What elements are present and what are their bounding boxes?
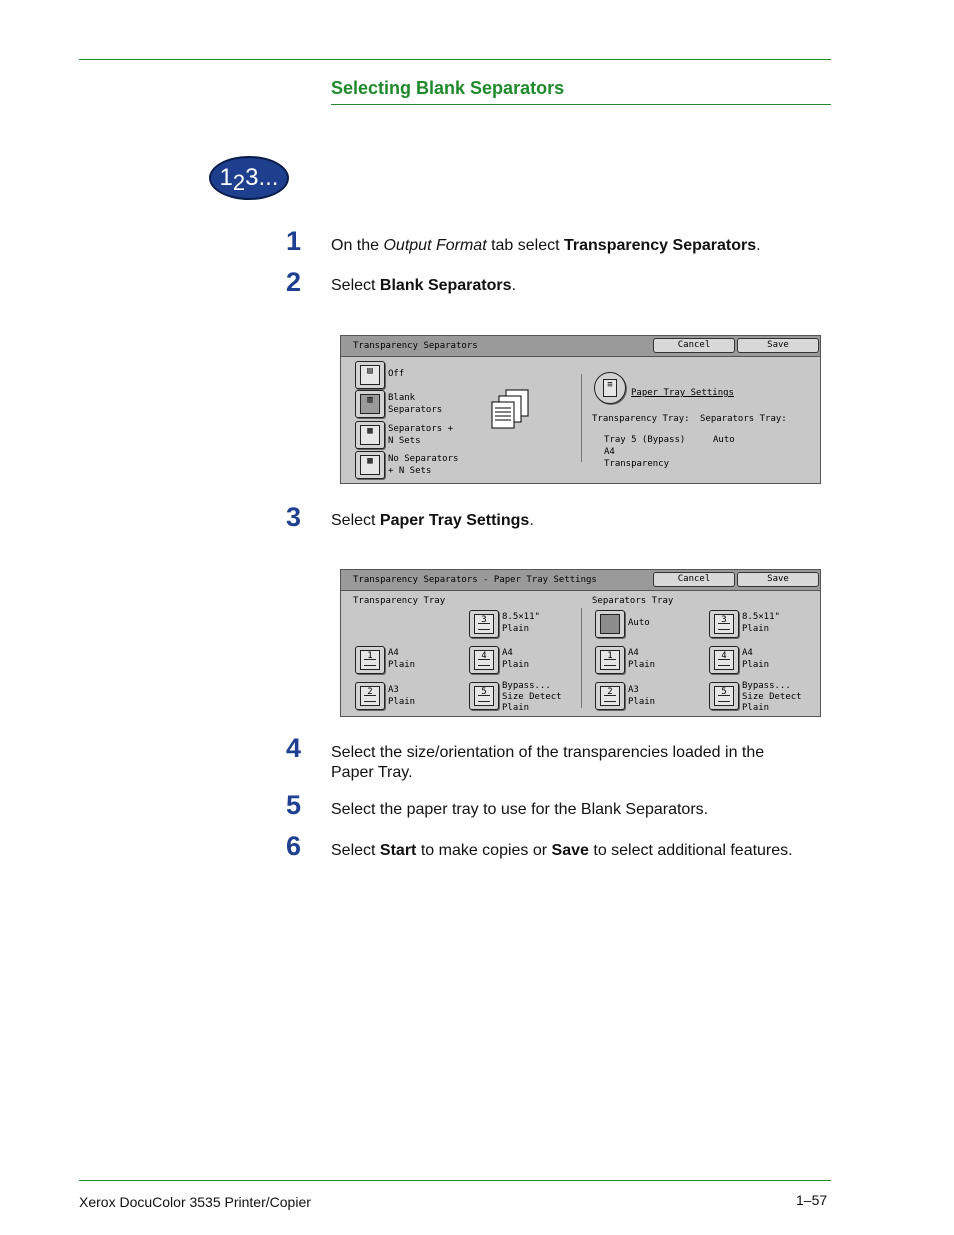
tray-number: 1: [607, 651, 613, 661]
bypass-tray-icon: [714, 686, 734, 706]
auto-icon: [600, 614, 620, 634]
tray-4-icon: [474, 650, 494, 670]
screen-header: [341, 336, 820, 357]
paper-tray-settings-label[interactable]: Paper Tray Settings: [631, 388, 734, 398]
auto-label: Auto: [628, 618, 650, 628]
step-text: [331, 236, 831, 256]
step-text-bold: Save: [551, 842, 589, 859]
blank-separators-label-line1: Blank: [388, 393, 416, 403]
tray-1-size: A4: [388, 648, 399, 658]
screen-title: Transparency Separators: [353, 341, 478, 351]
tray-2-icon: [360, 686, 380, 706]
tray-number: 2: [367, 687, 373, 697]
separators-tray-label: Separators Tray:: [700, 414, 787, 424]
step-text-bold: Blank Separators: [379, 277, 512, 294]
tray-3-icon: [474, 614, 494, 634]
tray-lines: [718, 623, 730, 630]
screen-title: Transparency Separators - Paper Tray Settings: [353, 575, 597, 585]
separators-tray-4-button[interactable]: [709, 646, 739, 674]
step-text-bold: Start: [379, 842, 417, 859]
transparency-tray-4-button[interactable]: [469, 646, 499, 674]
off-label: Off: [388, 369, 405, 379]
transparency-tray-value: Tray 5 (Bypass): [604, 435, 686, 445]
sets-icon: ▦: [360, 455, 380, 475]
tray-1-size: A4: [628, 648, 639, 658]
tray-lines: [364, 659, 376, 666]
separators-tray-5-button[interactable]: [709, 682, 739, 710]
tray-5-line1: Bypass...: [502, 681, 551, 691]
save-button[interactable]: Save: [737, 338, 819, 353]
badge-digit-3: 3...: [245, 164, 279, 191]
step-text-italic: Output Format: [383, 237, 487, 254]
steps-badge-icon: [209, 156, 289, 200]
step-text-bold: Paper Tray Settings: [379, 512, 530, 529]
top-rule: [79, 59, 831, 60]
step-text-part: to select additional features.: [588, 842, 793, 859]
step-number: 5: [286, 790, 302, 820]
step-text-part: .: [756, 237, 761, 254]
no-separators-label-line2: + N Sets: [388, 466, 432, 476]
paper-tray-settings-button[interactable]: [594, 372, 626, 404]
divider: [581, 374, 582, 462]
tray-lines: [478, 623, 490, 630]
divider: [581, 608, 582, 708]
separators-stack-icon: [486, 388, 534, 430]
footer-page-number: 1–57: [796, 1192, 828, 1208]
tray-1-type: Plain: [388, 660, 416, 670]
tray-lines: [718, 659, 730, 666]
tray-2-size: A3: [388, 685, 399, 695]
footer-rule: [79, 1180, 831, 1181]
cancel-button[interactable]: Cancel: [653, 572, 735, 587]
separators-tray-heading: Separators Tray: [592, 596, 674, 606]
pages-icon: ▤: [360, 365, 380, 385]
screen-header: [341, 570, 820, 591]
step-text-part: .: [511, 277, 516, 294]
step-text: Select the paper tray to use for the Blank Separators.: [331, 801, 709, 818]
step-text-part: Select: [331, 277, 380, 294]
step-number: 6: [286, 831, 302, 861]
step-text: [331, 276, 831, 296]
cancel-button[interactable]: Cancel: [653, 338, 735, 353]
off-option-button[interactable]: [355, 361, 385, 389]
blank-pages-icon: ▥: [360, 394, 380, 414]
blank-separators-label-line2: Separators: [388, 405, 443, 415]
step-number: 3: [286, 502, 302, 532]
tray-3-size: 8.5×11": [742, 612, 780, 622]
tray-3-icon: [714, 614, 734, 634]
tray-3-type: Plain: [742, 624, 770, 634]
tray-5-line1: Bypass...: [742, 681, 791, 691]
footer-product: Xerox DocuColor 3535 Printer/Copier: [79, 1194, 311, 1210]
step-text: Select the size/orientation of the transparencies loaded in the Paper Tray.: [331, 744, 765, 781]
step-text-part: Select: [331, 842, 380, 859]
separators-tray-value: Auto: [713, 435, 735, 445]
separators-tray-2-button[interactable]: [595, 682, 625, 710]
tray-2-type: Plain: [628, 697, 656, 707]
tray-4-size: A4: [742, 648, 753, 658]
section-title: Selecting Blank Separators: [331, 78, 565, 98]
step-text-bold: Transparency Separators: [564, 237, 757, 254]
tray-5-line2: Size Detect: [502, 692, 562, 702]
tray-lines: [604, 695, 616, 702]
tray-lines: [718, 695, 730, 702]
separators-tray-1-button[interactable]: [595, 646, 625, 674]
tray-4-type: Plain: [742, 660, 770, 670]
tray-4-icon: [714, 650, 734, 670]
tray-lines: [478, 695, 490, 702]
tray-2-type: Plain: [388, 697, 416, 707]
step-number: 2: [286, 267, 302, 297]
tray-2-size: A3: [628, 685, 639, 695]
step-text-part: tab select: [486, 237, 565, 254]
step-text: [331, 511, 831, 531]
badge-digit-1: 1: [219, 164, 233, 191]
transparency-tray-5-button[interactable]: [469, 682, 499, 710]
transparency-tray-size: A4: [604, 447, 615, 457]
tray-number: 3: [721, 615, 727, 625]
tray-number: 1: [367, 651, 373, 661]
separators-tray-3-button[interactable]: [709, 610, 739, 638]
step-text-part: .: [529, 512, 534, 529]
blank-separators-button[interactable]: [355, 390, 385, 418]
badge-digit-2: 2: [232, 170, 246, 195]
no-separators-label-line1: No Separators: [388, 454, 459, 464]
title-underline: [331, 104, 831, 105]
tray-number: 5: [721, 687, 727, 697]
transparency-separators-screen: [340, 335, 821, 484]
tray-4-type: Plain: [502, 660, 530, 670]
tray-lines: [478, 659, 490, 666]
step-number: 4: [286, 733, 302, 763]
transparency-tray-2-button[interactable]: [355, 682, 385, 710]
step-text-part: Select: [331, 512, 380, 529]
tray-number: 4: [481, 651, 487, 661]
tray-1-type: Plain: [628, 660, 656, 670]
tray-1-icon: [600, 650, 620, 670]
paper-tray-settings-screen: [340, 569, 821, 717]
transparency-tray-heading: Transparency Tray: [353, 596, 446, 606]
transparency-tray-3-button[interactable]: [469, 610, 499, 638]
paper-tray-icon: ≡: [603, 379, 617, 397]
separators-n-sets-button[interactable]: [355, 421, 385, 449]
transparency-tray-1-button[interactable]: [355, 646, 385, 674]
tray-lines: [604, 659, 616, 666]
separators-n-sets-label-line2: N Sets: [388, 436, 421, 446]
tray-3-type: Plain: [502, 624, 530, 634]
tray-3-size: 8.5×11": [502, 612, 540, 622]
tray-lines: [364, 695, 376, 702]
step-text: [331, 841, 831, 861]
separators-n-sets-label-line1: Separators +: [388, 424, 454, 434]
tray-5-line3: Plain: [502, 703, 530, 713]
bypass-tray-icon: [474, 686, 494, 706]
tray-number: 2: [607, 687, 613, 697]
step-text-part: to make copies or: [416, 842, 552, 859]
tray-5-line2: Size Detect: [742, 692, 802, 702]
tray-1-icon: [360, 650, 380, 670]
transparency-tray-type: Transparency: [604, 459, 670, 469]
separator-sets-icon: ▦: [360, 425, 380, 445]
tray-number: 4: [721, 651, 727, 661]
separators-auto-button[interactable]: [595, 610, 625, 638]
step-text-part: On the: [331, 237, 384, 254]
tray-5-line3: Plain: [742, 703, 770, 713]
transparency-tray-label: Transparency Tray:: [592, 414, 690, 424]
save-button[interactable]: Save: [737, 572, 819, 587]
tray-number: 5: [481, 687, 487, 697]
step-number: 1: [286, 226, 302, 256]
tray-4-size: A4: [502, 648, 513, 658]
tray-number: 3: [481, 615, 487, 625]
tray-2-icon: [600, 686, 620, 706]
no-separators-n-sets-button[interactable]: [355, 451, 385, 479]
